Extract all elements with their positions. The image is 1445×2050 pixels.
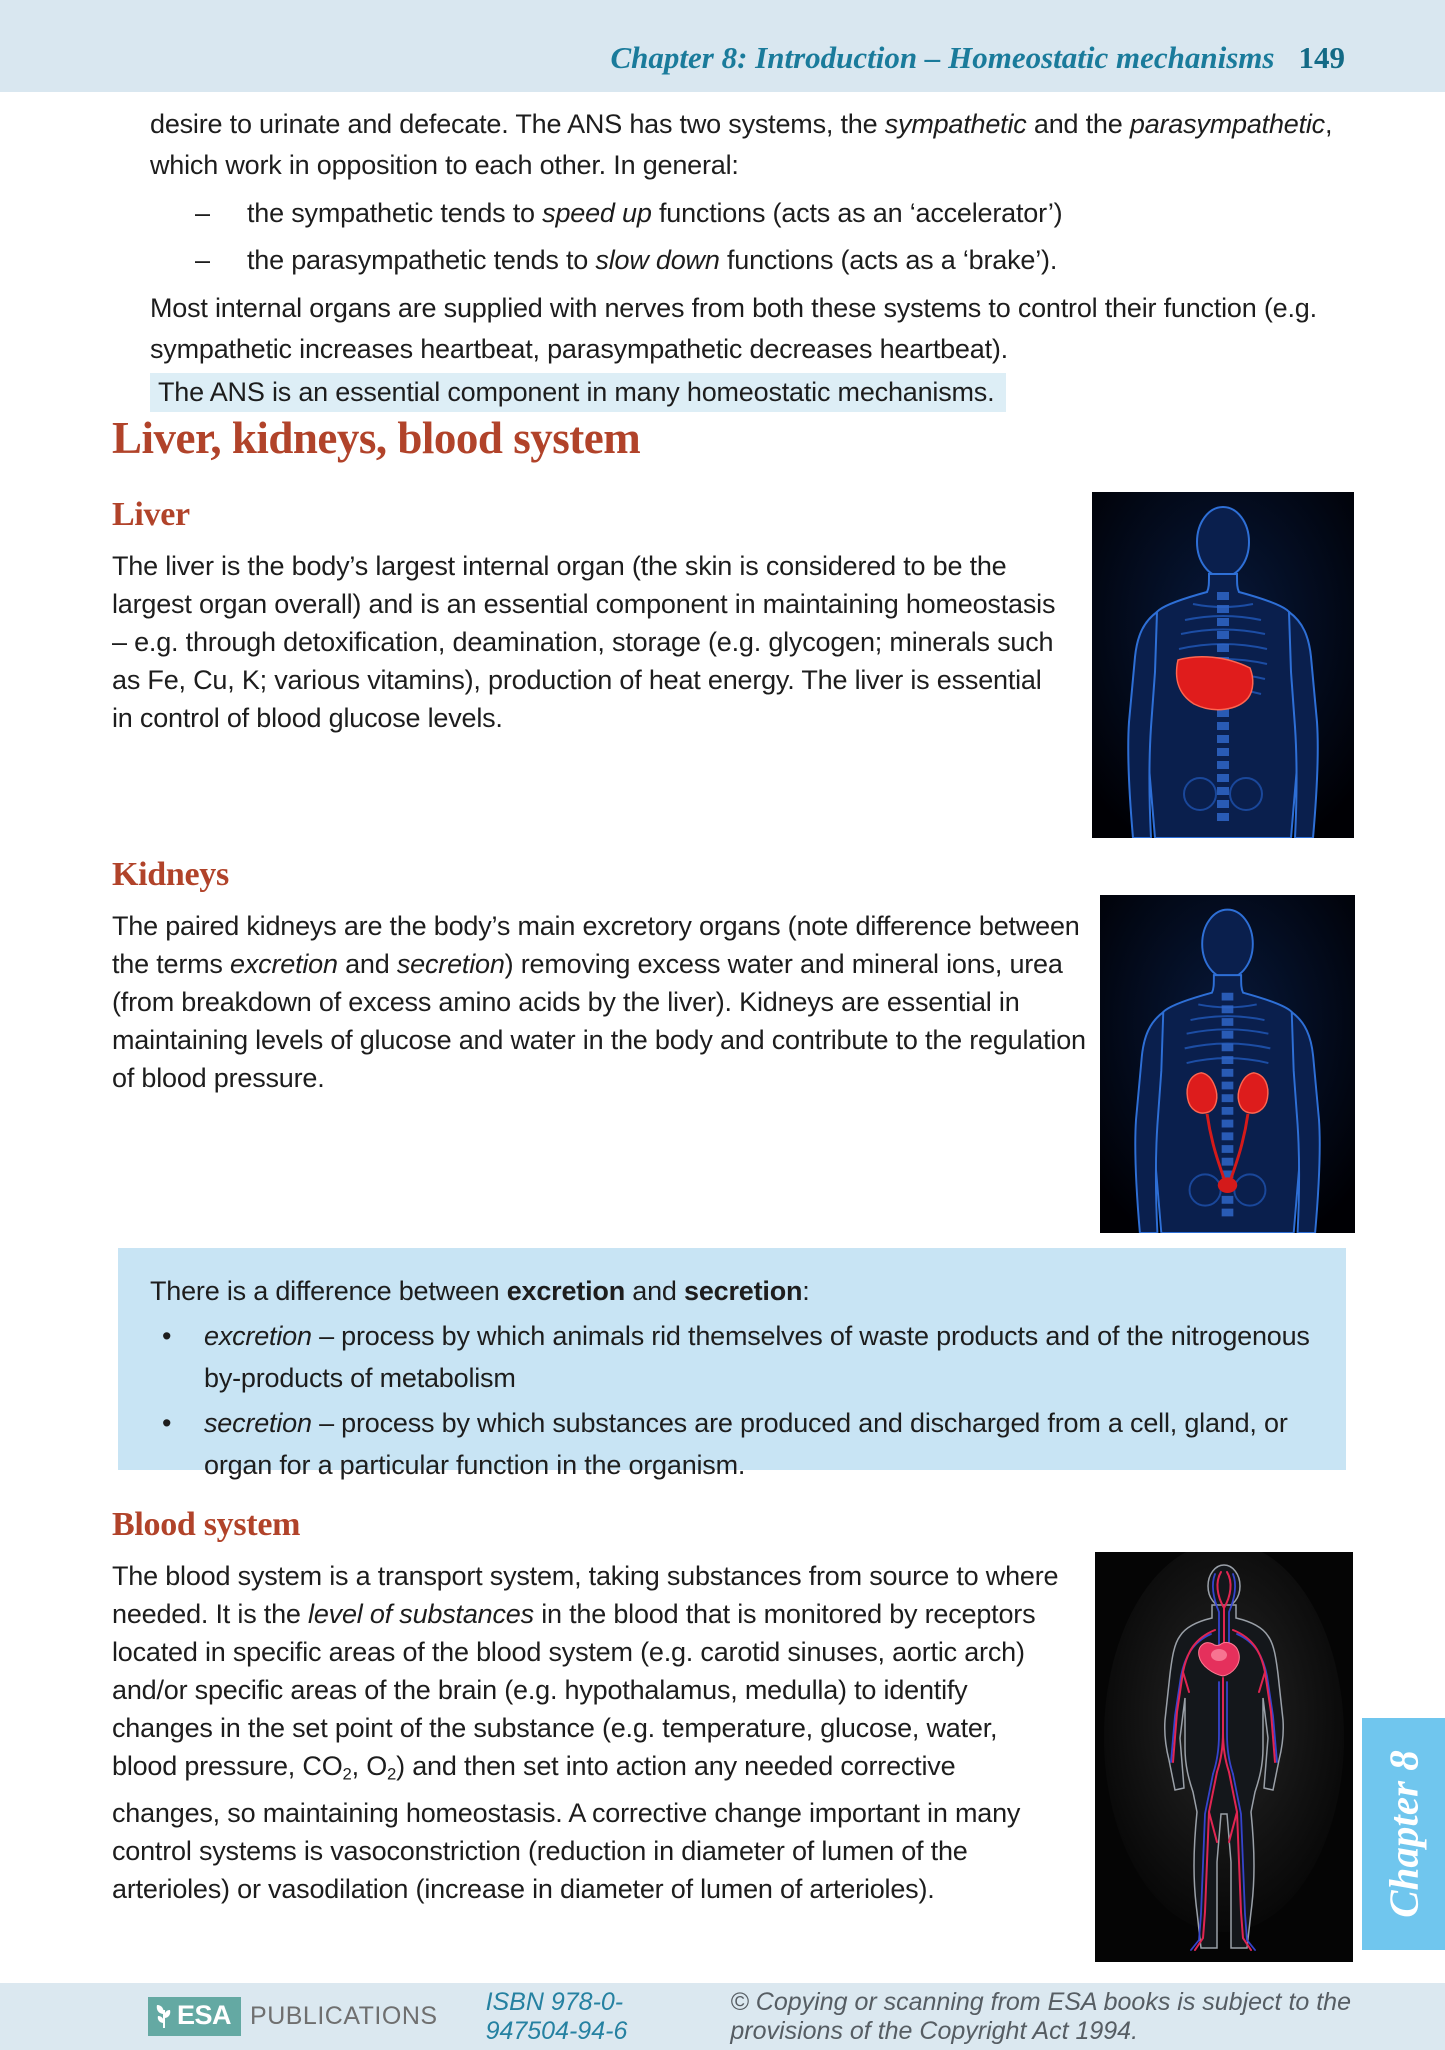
esa-logo-text: ESA (177, 2000, 232, 2030)
esa-leaf-icon (154, 2002, 174, 2030)
ans-dash-list (150, 193, 1358, 281)
kidneys-paragraph: The paired kidneys are the body’s main excretory organs (note difference between the terms excretion and secretion) removing excess water and mineral ions, urea (from breakdown of excess amino acids by the liver). Kidneys are essential in maintaining levels of glucose and water in the body and contribute to the regulation of blood pressure. (112, 911, 1086, 1093)
isbn-label: ISBN 978-0-947504-94-6 (485, 1987, 628, 2045)
kidneys-section (112, 856, 1097, 1097)
bullet-marker: • (162, 1321, 172, 1351)
info-box-bullet (150, 1315, 1318, 1399)
blood-system-section (112, 1506, 1064, 1908)
copyright-text: © Copying or scanning from ESA books is subject to the provisions of the Copyright Act 1994. (730, 1987, 1351, 2045)
kidneys-heading: Kidneys (112, 856, 229, 893)
highlight-sentence: The ANS is an essential component in many homeostatic mechanisms. (150, 373, 1006, 412)
chapter-title: Chapter 8: Introduction – Homeostatic mechanisms (610, 40, 1275, 75)
chapter-tab-label: Chapter 8 (1380, 1750, 1427, 1918)
blood-system-heading: Blood system (112, 1506, 301, 1543)
list-item-text: the parasympathetic tends to slow down functions (acts as a ‘brake’). (247, 245, 1058, 275)
intro-paragraph-2: Most internal organs are supplied with nerves from both these systems to control their function (e.g. sympathetic increases heartbeat, parasympathetic decreases heartbeat). (150, 293, 1317, 364)
ans-intro-section (150, 104, 1358, 408)
esa-logo (148, 1997, 241, 2036)
highlight-line (150, 377, 1358, 408)
excretion-secretion-info-box (118, 1248, 1346, 1480)
list-item-text: the sympathetic tends to speed up functions (acts as an ‘accelerator’) (247, 198, 1063, 228)
kidneys-anatomy-image (1100, 895, 1355, 1233)
list-item (150, 240, 1358, 281)
page-number: 149 (1298, 40, 1345, 75)
liver-section (112, 496, 1062, 737)
intro-paragraph-1: desire to urinate and defecate. The ANS has two systems, the sympathetic and the parasympathetic, which work in opposition to each other. In general: (150, 109, 1333, 180)
info-box-intro: There is a difference between excretion and secretion: (150, 1276, 810, 1306)
info-box-bullet (150, 1402, 1318, 1486)
blood-system-paragraph: The blood system is a transport system, taking substances from source to where needed. It is the level of substances in the blood that is monitored by receptors located in specific areas of the blood system (e.g. carotid sinuses, aortic arch) and/or specific areas of the brain (e.g. hypothalamus, medulla) to identify changes in the set point of the substance (e.g. temperature, glucose, water, blood pressure, $CO_2$, $O_2$) and then set into action any needed corrective changes, so maintaining homeostasis. A corrective change important in many control systems is vasoconstriction (reduction in diameter of lumen of the arterioles) or vasodilation (increase in diameter of lumen of arterioles). (112, 1561, 1059, 1904)
publisher-label: PUBLICATIONS (250, 2002, 438, 2030)
blood-circulation-image (1095, 1552, 1353, 1962)
liver-paragraph: The liver is the body’s largest internal organ (the skin is considered to be the largest organ overall) and is an essential component in maintaining homeostasis – e.g. through detoxification, deamination, storage (e.g. glycogen; minerals such as Fe, Cu, K; various vitamins), production of heat energy. The liver is essential in control of blood glucose levels. (112, 551, 1056, 733)
page-header (0, 0, 1445, 92)
dash-marker: – (195, 198, 211, 228)
bullet-text: excretion – process by which animals rid themselves of waste products and of the nitrogenous by-products of metabolism (204, 1321, 1310, 1393)
section-heading-main: Liver, kidneys, blood system (112, 413, 641, 463)
bullet-marker: • (162, 1408, 172, 1438)
chapter-tab (1362, 1718, 1445, 1950)
liver-heading: Liver (112, 496, 190, 533)
list-item (150, 193, 1358, 234)
liver-anatomy-image (1092, 492, 1354, 838)
dash-marker: – (195, 245, 211, 275)
bullet-text: secretion – process by which substances are produced and discharged from a cell, gland, or organ for a particular function in the organism. (204, 1408, 1288, 1480)
page-footer (0, 1983, 1445, 2050)
